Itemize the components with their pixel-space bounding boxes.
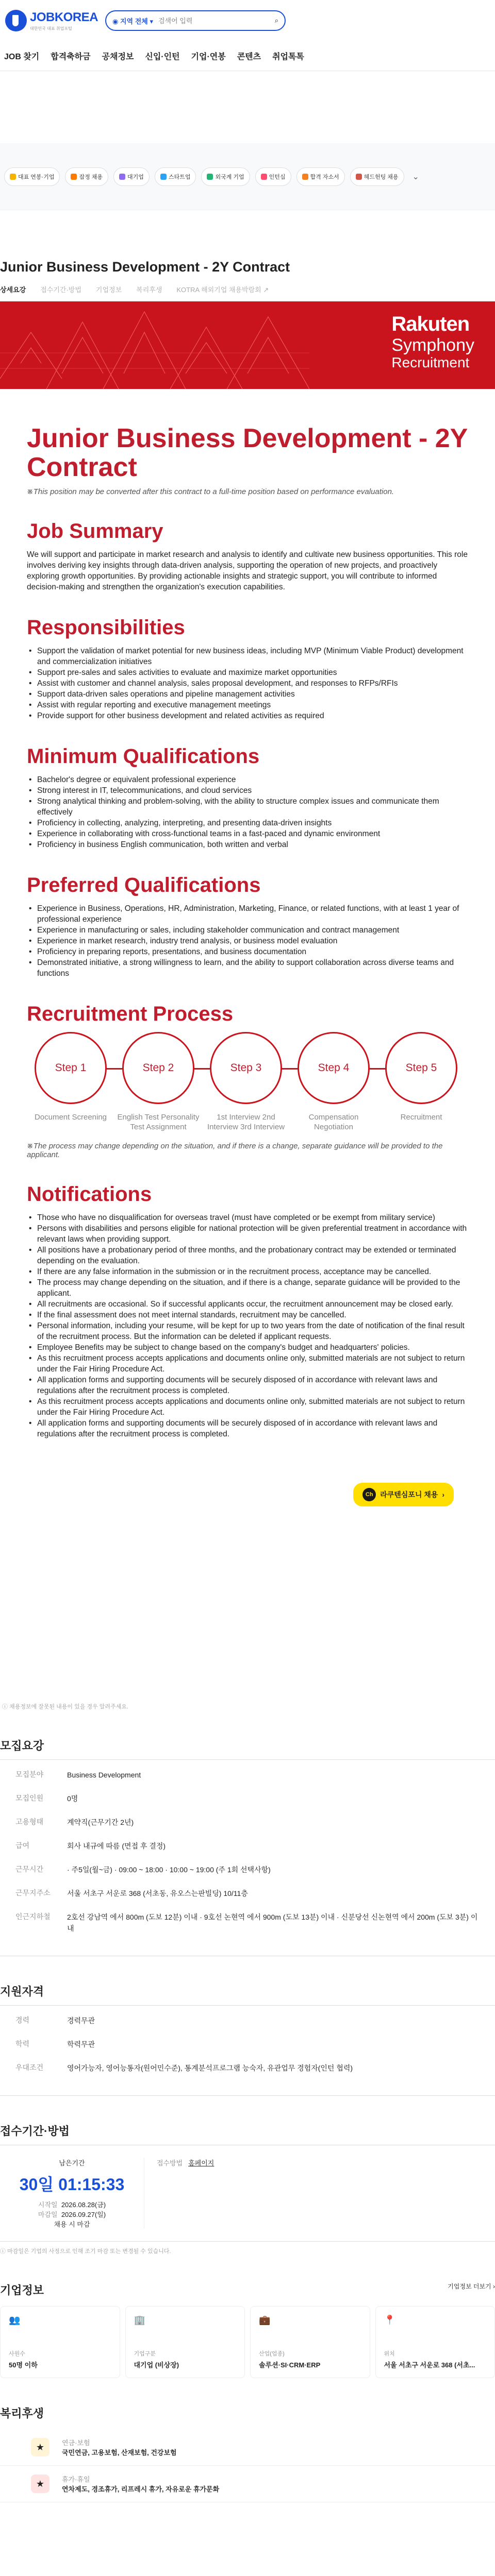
category-icon <box>160 174 167 180</box>
start-date: 시작일 2026.08.28(금) <box>38 2201 106 2209</box>
table-row <box>15 2039 480 2050</box>
deadline-heading: 접수기간·방법 <box>0 2125 70 2138</box>
list-item: • Support the validation of market potential for new business ideas, including MVP (Minimum Viable Product) development and commercialization initiatives <box>27 646 468 667</box>
process-step <box>377 1032 465 1132</box>
list-item: • Experience in Business, Operations, HR, Administration, Marketing, Finance, or related functions, with at least 1 year of professional experience <box>27 903 468 925</box>
end-note: 채용 시 마감 <box>54 2221 90 2228</box>
row-label: 학력 <box>15 2040 30 2048</box>
step-label: English Test Personality Test Assignment <box>117 1113 200 1131</box>
quick-chip[interactable]: 대표 연봉·기업 <box>4 167 60 186</box>
logo-text: JOBKOREA <box>30 10 98 24</box>
company-section <box>0 2282 495 2298</box>
row-label: 경력 <box>15 2016 30 2024</box>
notifications-list <box>27 1212 468 1439</box>
logo-icon <box>5 10 27 31</box>
apply-area <box>27 1483 468 1506</box>
table-row <box>15 1817 480 1828</box>
main-nav <box>0 41 495 71</box>
row-value: Business Development <box>67 1771 141 1779</box>
welfare-list <box>0 2429 495 2502</box>
nav-item-bonus[interactable]: 합격축하금 <box>51 53 91 61</box>
nav-item-content[interactable]: 콘텐츠 <box>237 53 261 61</box>
chevron-down-icon[interactable]: ⌄ <box>412 172 419 181</box>
list-item: • Those who have no disqualification for overseas travel (must have completed or be exempt from military service) <box>27 1212 468 1223</box>
table-row <box>15 1840 480 1852</box>
list-item: • Demonstrated initiative, a strong willingness to learn, and the ability to support collaboration across diverse teams and functions <box>27 957 468 979</box>
end-date: 마감일 2026.09.27(일) <box>38 2211 106 2218</box>
remain-time: 30일 01:15:33 <box>19 2175 125 2194</box>
category-icon <box>356 174 362 180</box>
homepage-link[interactable]: 홈페이지 <box>188 2159 214 2167</box>
posting-body <box>0 424 495 1506</box>
row-value: 2호선 강남역 에서 800m (도보 12분) 이내 · 9호선 논현역 에서 900m (도보 13분) 이내 · 신분당선 신논현역 에서 200m (도보 3분) 이내 <box>67 1913 478 1933</box>
list-item: • Experience in manufacturing or sales, including stakeholder communication and contract management <box>27 925 468 936</box>
row-label: 급여 <box>15 1841 30 1850</box>
category-icon <box>261 174 267 180</box>
table-row <box>15 1793 480 1804</box>
row-label: 근무지주소 <box>15 1889 51 1897</box>
tab-kotra[interactable]: KOTRA 해외기업 채용박람회 ↗ <box>176 286 269 294</box>
row-label: 인근지하철 <box>15 1912 51 1921</box>
category-icon <box>119 174 125 180</box>
quick-chip[interactable]: 스타트업 <box>155 167 196 186</box>
notifications-heading: Notifications <box>27 1183 152 1206</box>
deadline-timer <box>0 2158 144 2229</box>
list-item: • Personal information, including your resume, will be kept for up to two years from the date of notification of the final result of the recruitment process. But the information can be deleted if applicant requests. <box>27 1320 468 1342</box>
nav-item-company[interactable]: 기업·연봉 <box>191 53 226 61</box>
banner-pattern <box>0 301 309 389</box>
list-item: • If there are any false information in the submission or in the recruitment process, acceptance may be cancelled. <box>27 1266 468 1277</box>
quick-filter-bar <box>0 143 495 210</box>
step-label: Recruitment <box>400 1113 442 1122</box>
list-item: • All positions have a probationary period of three months, and the probationary contract may be extended or terminated depending on the evaluation. <box>27 1245 468 1266</box>
remain-label: 남은기간 <box>59 2159 85 2167</box>
nav-item-job[interactable]: JOB 찾기 <box>4 53 40 61</box>
process-step <box>114 1032 202 1132</box>
nav-item-intern[interactable]: 신입·인턴 <box>145 53 180 61</box>
company-card: 🏢 기업구분 대기업 (비상장) <box>125 2306 245 2378</box>
table-row <box>15 1911 480 1934</box>
list-item: • All application forms and supporting documents will be securely disposed of in accordance with relevant laws and regulations after the recruitment process is completed. <box>27 1418 468 1439</box>
table-row <box>15 1864 480 1875</box>
welfare-item: ★ 휴가·휴일 연차제도, 경조휴가, 리프레시 휴가, 자유로운 휴가문화 <box>0 2466 495 2502</box>
recruitment-process <box>27 1032 468 1132</box>
list-item: • Assist with regular reporting and executive management meetings <box>27 700 468 710</box>
row-value: · 주5일(월~금) · 09:00 ~ 18:00 · 10:00 ~ 19:00 (주 1회 선택사항) <box>67 1866 271 1874</box>
process-step <box>290 1032 377 1132</box>
company-card: 📍 위치 서울 서초구 서운로 368 (서초... <box>375 2306 495 2378</box>
qualification-heading: 지원자격 <box>0 1985 44 1998</box>
row-value: 학력무관 <box>67 2040 95 2048</box>
preferred-list <box>27 903 468 979</box>
row-value: 경력무관 <box>67 2016 95 2025</box>
list-item: • All application forms and supporting documents will be securely disposed of in accordance with relevant laws and regulations after the recruitment process is completed. <box>27 1375 468 1396</box>
welfare-icon: ★ <box>31 2438 50 2456</box>
responsibilities-heading: Responsibilities <box>27 616 185 639</box>
company-cards <box>0 2306 495 2378</box>
chat-icon: Ch <box>362 1488 376 1501</box>
row-label: 모집인원 <box>15 1794 44 1802</box>
list-item: • Strong interest in IT, telecommunications, and cloud services <box>27 785 468 796</box>
list-item: • As this recruitment process accepts applications and documents online only, submitted materials are not subject to return under the Fair Hiring Procedure Act. <box>27 1353 468 1375</box>
report-disclaimer[interactable]: ⓘ 채용정보에 잘못된 내용이 있을 경우 알려주세요. <box>2 1704 128 1710</box>
responsibilities-list <box>27 646 468 721</box>
table-row <box>15 2015 480 2026</box>
step-circle: Step 3 <box>210 1032 282 1104</box>
detail-tabs <box>0 284 495 298</box>
row-label: 근무시간 <box>15 1865 44 1873</box>
preferred-heading: Preferred Qualifications <box>27 874 261 896</box>
step-circle: Step 5 <box>385 1032 457 1104</box>
step-circle: Step 2 <box>122 1032 194 1104</box>
nav-item-talk[interactable]: 취업톡톡 <box>272 53 304 61</box>
step-label: Compensation Negotiation <box>308 1113 359 1131</box>
minimum-list <box>27 774 468 850</box>
posting-title: Junior Business Development - 2Y Contract <box>27 423 468 482</box>
quick-chip[interactable]: 합격 자소서 <box>296 167 345 186</box>
search-bar[interactable] <box>105 10 286 31</box>
tab-welfare[interactable]: 복리후생 <box>136 286 162 294</box>
step-label: Document Screening <box>34 1113 107 1122</box>
tab-detail[interactable]: 상세요강 <box>0 286 26 294</box>
card-icon: 🏢 <box>134 2315 145 2325</box>
rakuten-symphony-logo: Rakuten Symphony Recruitment <box>391 313 474 370</box>
logo-subtitle: 대한민국 대표 취업포털 <box>30 26 72 31</box>
list-item: • Proficiency in business English communication, both written and verbal <box>27 839 468 850</box>
jobkorea-logo[interactable] <box>5 10 98 31</box>
list-item: • As this recruitment process accepts applications and documents online only, submitted materials are not subject to return under the Fair Hiring Procedure Act. <box>27 1396 468 1418</box>
category-icon <box>302 174 308 180</box>
table-row <box>15 1769 480 1781</box>
search-icon[interactable]: ⌕ <box>274 16 279 24</box>
row-value: 계약직(근무기간 2년) <box>67 1818 134 1826</box>
quick-chip[interactable]: 외국계 기업 <box>201 167 250 186</box>
card-icon: 📍 <box>384 2315 395 2325</box>
row-value: 0명 <box>67 1794 78 1803</box>
apply-method: 접수방법 홈페이지 <box>157 2159 214 2167</box>
welfare-heading: 복리후생 <box>0 2407 44 2420</box>
list-item: • Experience in market research, industry trend analysis, or business model evaluation <box>27 936 468 946</box>
minimum-heading: Minimum Qualifications <box>27 745 260 768</box>
nav-item-public[interactable]: 공채정보 <box>102 53 134 61</box>
list-item: • Proficiency in collecting, analyzing, interpreting, and presenting data-driven insights <box>27 818 468 828</box>
company-heading: 기업정보 <box>0 2284 44 2297</box>
row-label: 우대조건 <box>15 2063 44 2072</box>
company-card: 💼 산업(업종) 솔루션·SI·CRM·ERP <box>250 2306 370 2378</box>
category-icon <box>71 174 77 180</box>
process-step <box>202 1032 290 1132</box>
contract-note: ※This position may be converted after this contract to a full-time position based on performance evaluation. <box>27 487 394 496</box>
list-item: • Experience in collaborating with cross-functional teams in a fast-paced and dynamic environment <box>27 828 468 839</box>
list-item: • Bachelor's degree or equivalent professional experience <box>27 774 468 785</box>
quick-chip[interactable]: 인턴십 <box>255 167 291 186</box>
search-input[interactable] <box>158 17 270 25</box>
step-circle: Step 1 <box>35 1032 107 1104</box>
list-item: • If the final assessment does not meet internal standards, recruitment may be cancelled. <box>27 1310 468 1320</box>
top-header <box>0 0 495 41</box>
quick-chip[interactable]: 대기업 <box>113 167 150 186</box>
list-item: • Assist with customer and channel analysis, sales proposal development, and responses to RFPs/RFIs <box>27 678 468 689</box>
welfare-icon: ★ <box>31 2475 50 2493</box>
list-item: • Support data-driven sales operations and pipeline management activities <box>27 689 468 700</box>
process-step <box>27 1032 114 1132</box>
welfare-item: ★ 연금·보험 국민연금, 고용보험, 산재보험, 건강보험 <box>0 2429 495 2466</box>
list-item: • Proficiency in preparing reports, presentations, and business documentation <box>27 946 468 957</box>
card-icon: 👥 <box>9 2315 21 2325</box>
job-title: Junior Business Development - 2Y Contract <box>0 259 290 275</box>
arrow-icon: › <box>442 1490 444 1499</box>
list-item: • Persons with disabilities and persons eligible for national protection will be given preferential treatment in accordance with relevant laws when providing support. <box>27 1223 468 1245</box>
table-row <box>15 2062 480 2074</box>
row-label: 고용형태 <box>15 1818 44 1826</box>
step-label: 1st Interview 2nd Interview 3rd Interview <box>207 1113 285 1131</box>
category-icon <box>207 174 213 180</box>
summary-text: We will support and participate in market research and analysis to identify and cultivate new business opportunities. This role involves deriving key insights through data-driven analysis, supporting the operation of new projects, and proactively exploring growth opportunities. By providing actionable insights and strategic support, you will contribute to informed decision-making and strengthen the organization's execution capabilities. <box>27 550 468 591</box>
company-more-link[interactable]: 기업정보 더보기 › <box>448 2283 495 2290</box>
step-circle: Step 4 <box>298 1032 370 1104</box>
row-value: 영어가능자, 영어능통자(원어민수준), 통계분석프로그램 능숙자, 유관업무 경험자(인턴 협력) <box>67 2064 353 2072</box>
list-item: • Strong analytical thinking and problem-solving, with the ability to structure complex issues and communicate them effectively <box>27 796 468 818</box>
list-item: • Employee Benefits may be subject to change based on the company's budget and headquarters' policies. <box>27 1342 468 1353</box>
row-value: 서울 서초구 서운로 368 (서초동, 유오스는판빌딩) 10/11층 <box>67 1889 248 1897</box>
summary-heading: Job Summary <box>27 520 163 543</box>
tab-deadline[interactable]: 접수기간·방법 <box>40 286 81 294</box>
summary-section-heading: 모집요강 <box>0 1739 44 1752</box>
row-value: 회사 내규에 따름 (면접 후 결정) <box>67 1842 166 1850</box>
card-icon: 💼 <box>259 2315 271 2325</box>
company-banner <box>0 301 495 389</box>
quick-chip[interactable]: 헤드헌팅 채용 <box>350 167 404 186</box>
process-note: ※The process may change depending on the situation, and if there is a change, separate guidance will be provided to the applicant. <box>27 1142 443 1159</box>
company-card: 👥 사원수 50명 이하 <box>0 2306 120 2378</box>
list-item: • Provide support for other business development and related activities as required <box>27 710 468 721</box>
quick-chip[interactable]: 잡정 채용 <box>65 167 108 186</box>
row-label: 모집분야 <box>15 1770 44 1778</box>
apply-button[interactable]: Ch 라쿠텐심포니 채용 › <box>353 1483 454 1506</box>
tab-company[interactable]: 기업정보 <box>95 286 122 294</box>
process-heading: Recruitment Process <box>27 1003 234 1025</box>
list-item: • Support pre-sales and sales activities to evaluate and maximize market opportunities <box>27 667 468 678</box>
deadline-box <box>0 2145 495 2242</box>
deadline-note: ⓘ 마감일은 기업의 사정으로 인해 조기 마감 또는 변경될 수 있습니다. <box>0 2248 171 2255</box>
region-selector[interactable]: ◉ 지역 전체 ▾ <box>112 17 153 25</box>
qualification-table <box>0 2005 495 2096</box>
category-icon <box>10 174 16 180</box>
list-item: • The process may change depending on the situation, and if there is a change, separate guidance will be provided to the applicant. <box>27 1277 468 1299</box>
table-row <box>15 1888 480 1899</box>
summary-table <box>0 1759 495 1956</box>
list-item: • All recruitments are occasional. So if successful applicants occur, the recruitment announcement may be closed early. <box>27 1299 468 1310</box>
